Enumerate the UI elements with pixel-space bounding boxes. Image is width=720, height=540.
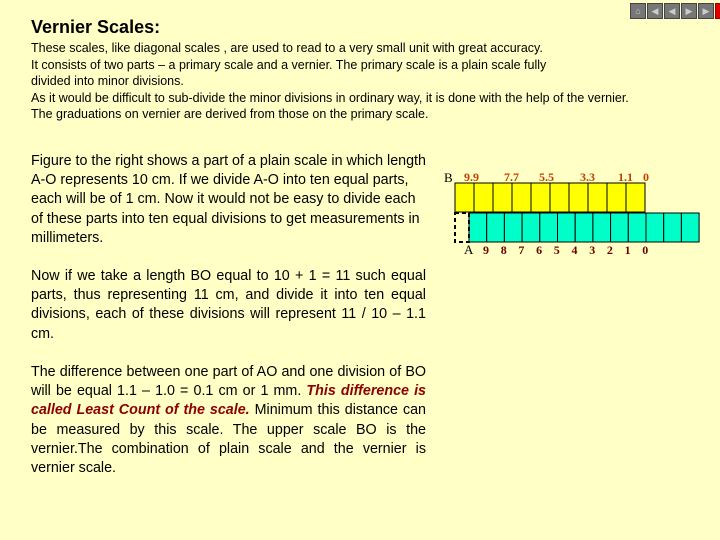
scale-division [469,213,487,242]
intro-line: It consists of two parts – a primary scale and a vernier. The primary scale is a plain scale fully [31,57,547,72]
scale-label: 8 [500,243,507,257]
vernier-division [474,183,493,212]
intro-line: As it would be difficult to sub-divide the minor divisions in ordinary way, it is done with the help of the vernier. [31,90,629,105]
least-count-highlight: This difference is called Least Count of the scale. [31,383,426,419]
scale-label: 0 [642,243,649,257]
scale-division [681,213,699,242]
vernier-label: 3.3 [580,170,595,184]
intro-line: divided into minor divisions. [31,74,184,88]
vernier-label: 0 [643,170,649,184]
scale-division [575,213,593,242]
label-a: A [464,242,474,257]
scale-division [628,213,646,242]
label-b: B [444,170,453,185]
vernier-division [588,183,607,212]
vernier-division [512,183,531,212]
vernier-label: 5.5 [539,170,554,184]
last-slide-button[interactable]: ▶ [698,3,714,19]
scale-division [664,213,682,242]
scale-division [558,213,576,242]
intro-line: The graduations on vernier are derived from those on the primary scale. [31,107,429,121]
scale-label: 6 [536,243,543,257]
vernier-division [626,183,645,212]
difference-text: The difference between one part of AO and one division of BO will be equal 1.1 – 1.0 = 0.1 cm or 1 mm. [31,364,426,400]
scale-label: 3 [589,243,596,257]
conclusion-text: Minimum this distance can be measured by this scale. The upper scale BO is the vernier.The combination of plain scale and the vernier is vernier scale. [31,402,427,477]
vernier-label: 1.1 [618,170,633,184]
scale-division [487,213,505,242]
scale-label: 1 [624,243,631,257]
scale-division [504,213,522,242]
vernier-label: 7.7 [504,170,519,184]
scale-label: 7 [518,243,525,257]
previous-slide-button[interactable]: ◀ [664,3,680,19]
vernier-division [455,183,474,212]
slide-title: Vernier Scales: [31,17,161,37]
vernier-division [493,183,512,212]
paragraph-plain-scale: Figure to the right shows a part of a plain scale in which length A-O represents 10 cm. If we divide A-O into ten equal parts, each will be of 1 cm. Now it would not be easy to divide each of these parts into ten equal divisions to get measurements in millimeters. [31,153,426,246]
vernier-label: 9.9 [464,170,479,184]
scale-label: 5 [553,243,560,257]
scale-label: 4 [571,243,578,257]
scale-division [611,213,629,242]
scale-division [646,213,664,242]
vernier-division [607,183,626,212]
vernier-division [569,183,588,212]
first-slide-button[interactable]: ◀ [647,3,663,19]
intro-line: These scales, like diagonal scales , are used to read to a very small unit with great accuracy. [31,41,543,55]
scale-label: 2 [606,243,613,257]
dashed-extension [455,213,469,242]
scale-division [540,213,558,242]
scale-division [522,213,540,242]
vernier-division [550,183,569,212]
home-button[interactable]: ⌂ [630,3,646,19]
scale-label: 9 [483,243,489,257]
vernier-division [531,183,550,212]
scale-division [593,213,611,242]
next-slide-button[interactable]: ▶ [681,3,697,19]
paragraph-vernier-length: Now if we take a length BO equal to 10 + 1 = 11 such equal parts, thus representing 11 cm, and divide it into ten equal divisions, each of these divisions will represent 11 / 10 – 1.1 cm. [31,268,426,342]
